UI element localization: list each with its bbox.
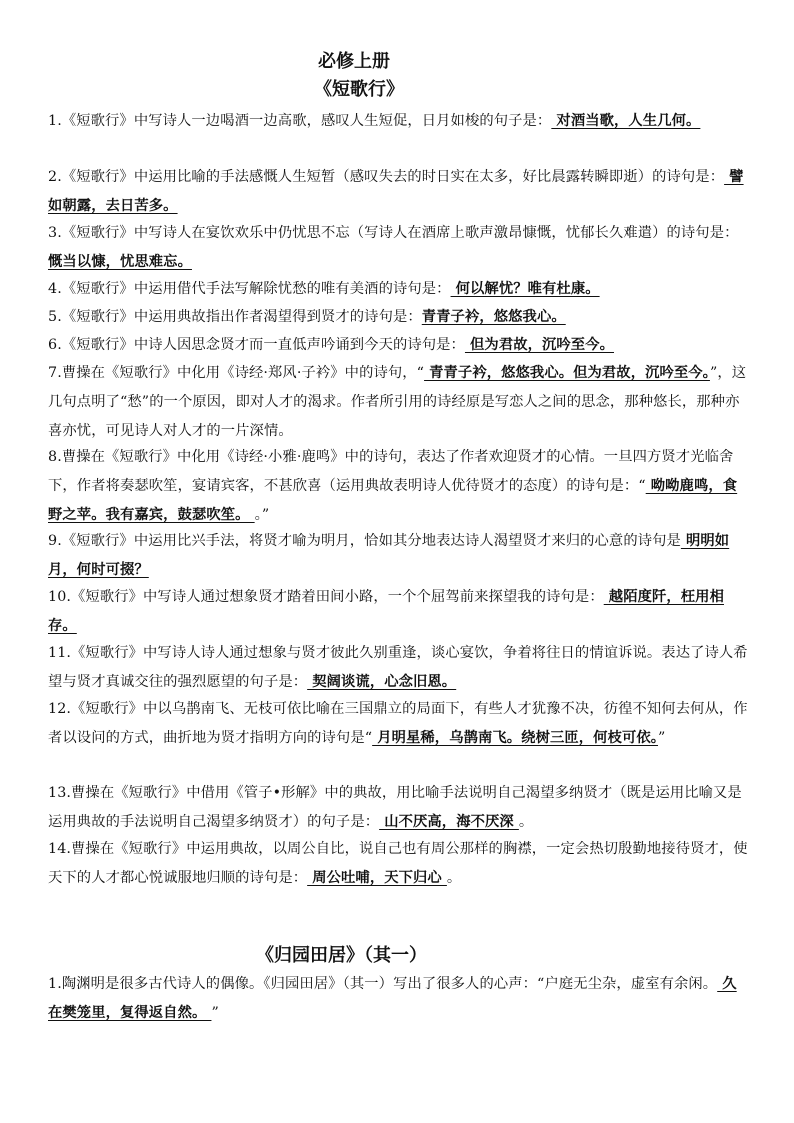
question-text: 10.《短歌行》中写诗人通过想象贤才踏着田间小路，一个个屈驾前来探望我的诗句是： (48, 589, 604, 605)
answer-text: 呦呦鹿鸣，食野之苹。我有嘉宾，鼓瑟吹笙。 (48, 478, 738, 523)
answer-text: 但为君故，沉吟至今。 (464, 337, 614, 353)
question-suffix: 。 (446, 870, 462, 886)
question-text: 13.曹操在《短歌行》中借用《管子•形解》中的典故，用比喻手法说明自己渴望多纳贤才（既是运用比喻又是运用典故的手法说明自己渴望多纳贤才）的句子是： (48, 785, 742, 830)
question-text: 5.《短歌行》中运用典故指出作者渴望得到贤才的诗句是： (48, 309, 422, 325)
question-item (48, 331, 748, 360)
answer-text: 对酒当歌，人生几何。 (551, 113, 701, 129)
question-text: 1.《短歌行》中写诗人一边喝酒一边高歌，感叹人生短促，日月如梭的句子是： (48, 113, 552, 129)
question-item (48, 163, 748, 221)
question-item (48, 639, 748, 697)
question-text: 2.《短歌行》中运用比喻的手法感慨人生短暂（感叹失去的时日实在太多，好比晨露转瞬即逝）的诗句是： (48, 169, 725, 185)
answer-text: 契阔谈谎，心念旧恩。 (307, 674, 457, 690)
question-suffix: ” (211, 1005, 219, 1021)
answer-text: 何以解忧？唯有杜康。 (450, 281, 600, 297)
question-text: 7.曹操在《短歌行》中化用《诗经·郑风·子衿》中的诗句，“ (48, 365, 425, 381)
answer-text: 青青子衿，悠悠我心。但为君故，沉吟至今。 (424, 365, 710, 381)
question-suffix: ”，这几句点明了“愁”的一个原因，即对人才的渴求。作者所引用的诗经原是写恋人之间的思念，那种悠长，那种亦喜亦忧，可见诗人对人才的一片深情。 (48, 365, 747, 439)
answer-text: 山不厌高，海不厌深 (379, 814, 519, 830)
question-item (48, 583, 748, 641)
answer-text: 明明如月，何时可掇？ (48, 533, 730, 578)
question-item (48, 779, 748, 837)
question-suffix: ” (658, 730, 666, 746)
question-item (48, 219, 748, 277)
answer-text: 越陌度阡，枉用相存。 (48, 589, 724, 634)
question-text: 1.陶渊明是很多古代诗人的偶像。《归园田居》（其一）写出了很多人的心声：“户庭无尘杂，虚室有余闲。 (48, 976, 718, 992)
question-item (48, 275, 748, 304)
question-text: 14.曹操在《短歌行》中运用典故，以周公自比，说自己也有周公那样的胸襟，一定会热切殷勤地接待贤才，使天下的人才都心悦诚服地归顺的诗句是： (48, 841, 748, 886)
question-item (48, 695, 748, 753)
answer-text: 譬如朝露，去日苦多。 (48, 169, 744, 214)
answer-text: 周公吐哺，天下归心 (307, 870, 447, 886)
question-text: 12.《短歌行》中以乌鹊南飞、无枝可依比喻在三国鼎立的局面下，有些人才犹豫不决，彷徨不知何去何从，作者以设问的方式，曲折地为贤才指明方向的诗句是“ (48, 701, 748, 746)
question-text: 3.《短歌行》中写诗人在宴饮欢乐中仍忧思不忘（写诗人在酒席上歌声激昂慷慨，忧郁长久难遣）的诗句是： (48, 225, 739, 241)
question-item (48, 303, 748, 332)
answer-text: 月明星稀，乌鹊南飞。绕树三匝，何枝可依。 (372, 730, 659, 746)
section-title-guiyuantianju: 《归园田居》（其一） (256, 945, 427, 966)
answer-text: 青青子衿，悠悠我心。 (421, 309, 566, 325)
page-title: 必修上册 (318, 51, 390, 72)
question-item (48, 527, 748, 585)
question-item (48, 835, 748, 893)
question-text: 8.曹操在《短歌行》中化用《诗经·小雅·鹿鸣》中的诗句，表达了作者欢迎贤才的心情。一旦四方贤才光临舍下，作者将奏瑟吹笙，宴请宾客，不甚欣喜（运用典故表明诗人优待贤才的态度）的诗句是：“ (48, 449, 734, 494)
question-item (48, 107, 748, 136)
question-suffix: 。” (254, 507, 270, 523)
answer-text: 慨当以慷，忧思难忘。 (48, 254, 192, 270)
question-text: 6.《短歌行》中诗人因思念贤才而一直低声吟诵到今天的诗句是： (48, 337, 465, 353)
question-text: 9.《短歌行》中运用比兴手法，将贤才喻为明月，恰如其分地表达诗人渴望贤才来归的心意的诗句是 (48, 533, 681, 549)
question-text: 11.《短歌行》中写诗人诗人通过想象与贤才彼此久别重逢，谈心宴饮，争着将往日的情谊诉说。表达了诗人希望与贤才真诚交往的强烈愿望的句子是： (48, 645, 748, 690)
question-item (48, 359, 748, 446)
question-suffix: 。 (518, 814, 534, 830)
answer-text: 久在樊笼里，复得返自然。 (48, 976, 737, 1021)
question-text: 4.《短歌行》中运用借代手法写解除忧愁的唯有美酒的诗句是： (48, 281, 451, 297)
question-item (48, 443, 748, 530)
section-title-duangexing: 《短歌行》 (314, 79, 404, 100)
question-item (48, 970, 748, 1028)
